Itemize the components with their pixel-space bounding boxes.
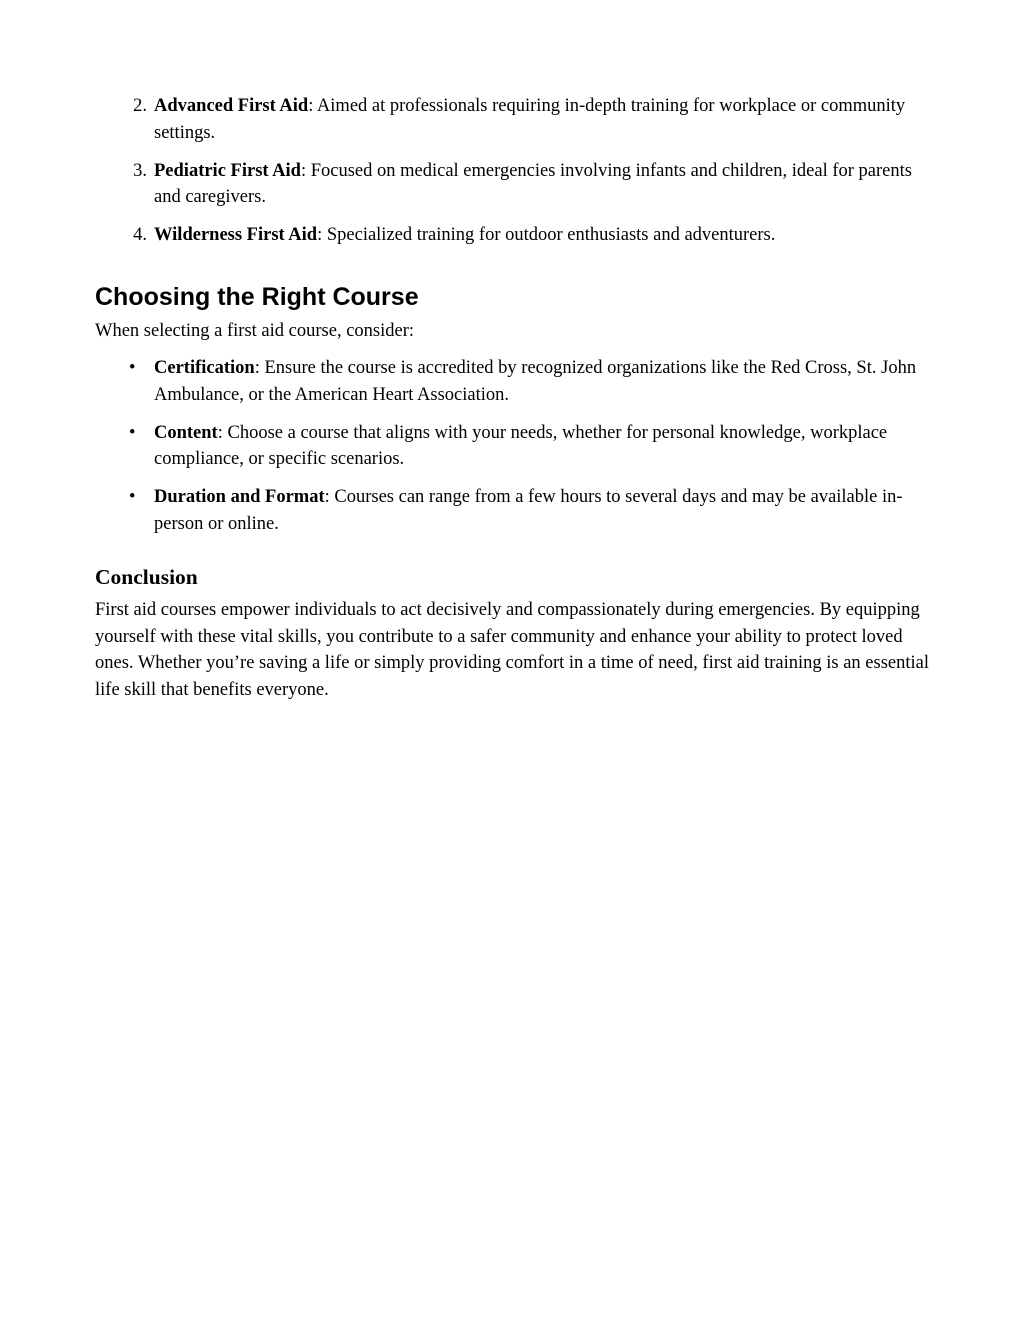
section-heading-choosing: Choosing the Right Course [95, 282, 419, 311]
list-item [95, 158, 930, 211]
list-number: 4. [133, 225, 147, 245]
list-item-term: Pediatric First Aid [154, 160, 301, 181]
bullet-icon: • [129, 422, 136, 443]
list-item-term: Wilderness First Aid [154, 225, 318, 245]
list-item-term: Certification [154, 358, 255, 378]
list-item-text: : Specialized training for outdoor enthusiasts and adventurers. [317, 225, 776, 245]
list-item-text: : Focused on medical emergencies involving infants and children, ideal for parents and caregivers. [154, 160, 912, 207]
document-page [95, 93, 930, 703]
list-item [95, 484, 930, 537]
list-item [95, 222, 930, 249]
list-item-term: Content [154, 422, 218, 443]
list-item [95, 420, 930, 473]
list-number: 2. [133, 96, 147, 116]
list-item-term: Advanced First Aid [154, 96, 309, 116]
list-item-text: : Courses can range from a few hours to several days and may be available in-person or online. [154, 487, 903, 534]
list-number: 3. [133, 160, 147, 181]
section-heading-conclusion: Conclusion [95, 565, 198, 589]
course-types-list [95, 93, 930, 249]
list-item [95, 93, 930, 146]
list-item-text: : Aimed at professionals requiring in-depth training for workplace or community settings. [154, 96, 906, 143]
list-item [95, 355, 930, 408]
considerations-list [95, 355, 930, 537]
bullet-icon: • [129, 487, 136, 507]
list-item-text: : Ensure the course is accredited by recognized organizations like the Red Cross, St. John Ambulance, or the American Heart Association. [154, 358, 917, 405]
bullet-icon: • [129, 358, 136, 378]
list-item-term: Duration and Format [154, 487, 325, 507]
list-item-text: : Choose a course that aligns with your needs, whether for personal knowledge, workplace compliance, or specific scenarios. [154, 422, 888, 469]
conclusion-paragraph: First aid courses empower individuals to act decisively and compassionately during emergencies. By equipping yourself with these vital skills, you contribute to a safer community and enhance your ability to protect loved ones. Whether you’re saving a life or simply providing comfort in a time of need, first aid training is an essential life skill that benefits everyone. [95, 600, 929, 700]
section-intro: When selecting a first aid course, consider: [95, 320, 415, 341]
